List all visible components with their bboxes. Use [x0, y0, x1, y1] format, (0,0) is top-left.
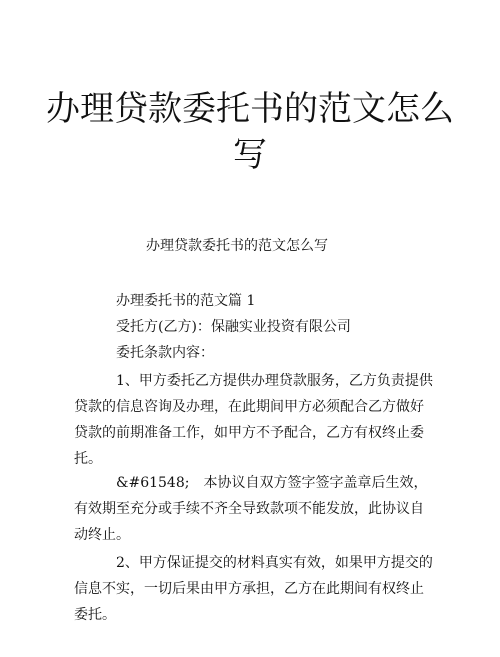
document-subtitle: 办理贷款委托书的范文怎么写 — [146, 238, 328, 254]
terms-heading: 委托条款内容： — [116, 345, 214, 361]
paragraph-terms-2: 2、甲方保证提交的材料真实有效，如果甲方提交的信息不实，一切后果由甲方承担，乙方在此期间有权终止委托。 — [74, 555, 433, 623]
section-heading: 办理委托书的范文篇 1 — [116, 293, 256, 309]
trustee-line: 受托方(乙方)：保融实业投资有限公司 — [116, 319, 351, 335]
document-title: 办理贷款委托书的范文怎么写 — [46, 89, 454, 175]
paragraph-validity: &#61548; 本协议自双方签字签字盖章后生效，有效期至充分或手续不齐全导致款项不能发放，此协议自动终止。 — [74, 475, 428, 543]
paragraph-terms-1: 1、甲方委托乙方提供办理贷款服务，乙方负责提供贷款的信息咨询及办理，在此期间甲方必须配合乙方做好贷款的前期准备工作，如甲方不予配合，乙方有权终止委托。 — [74, 373, 433, 467]
